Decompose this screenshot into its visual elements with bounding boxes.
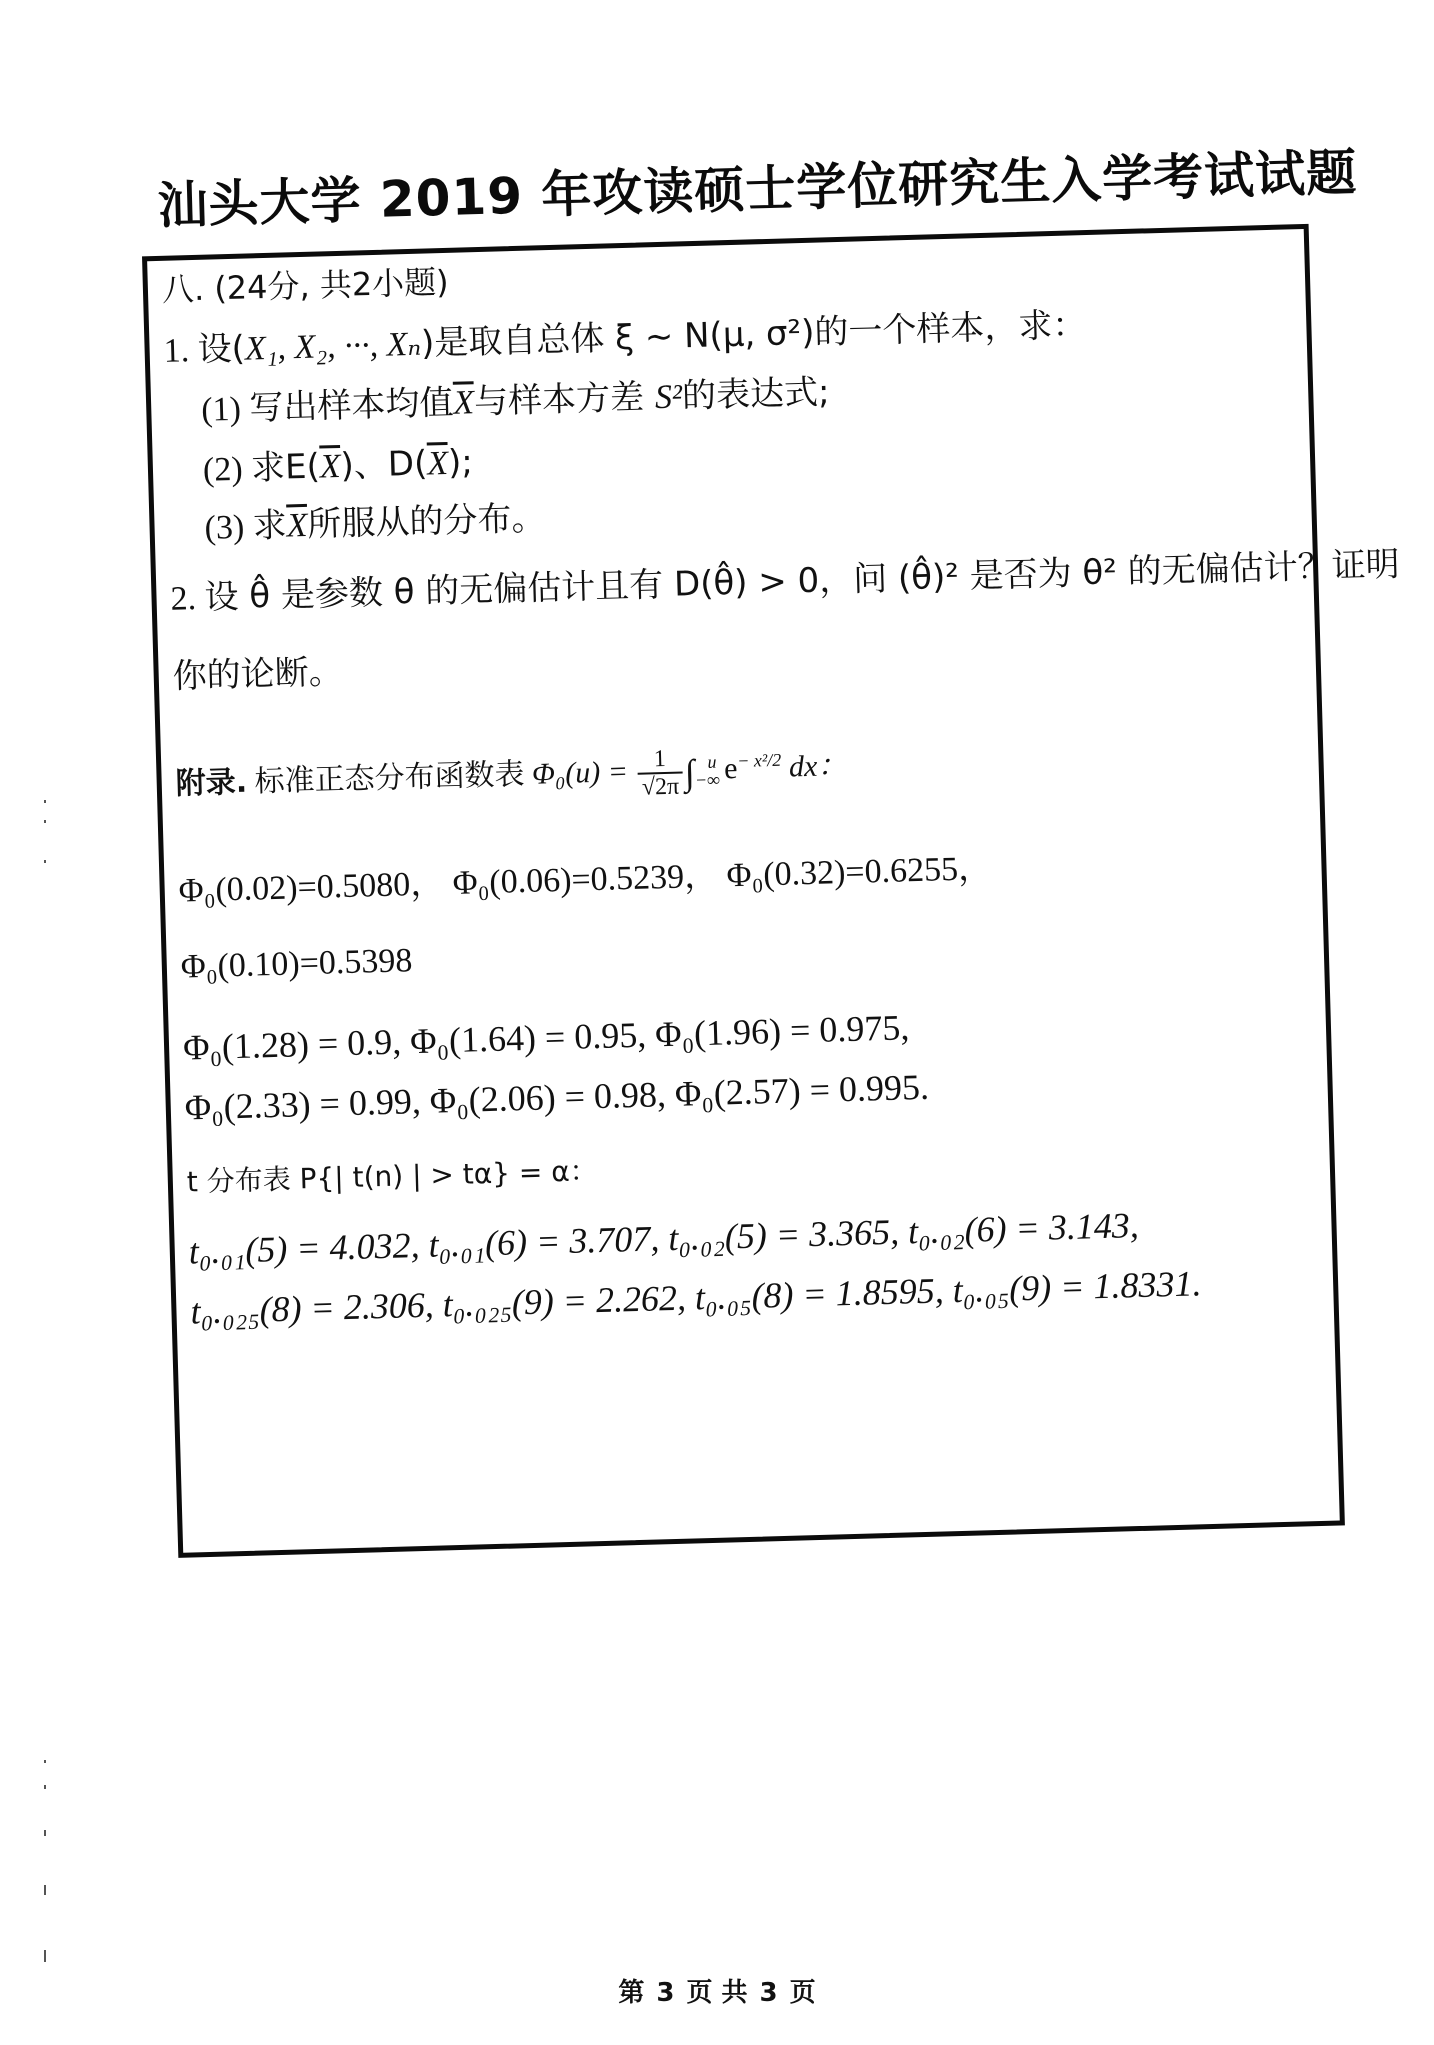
integrand: e <box>723 751 738 786</box>
exam-title: 汕头大学 2019 年攻读硕士学位研究生入学考试试题 <box>156 143 1358 235</box>
sample-mean-symbol: $\overline{X}$ <box>426 444 449 483</box>
sample-mean-symbol: $\overline{X}$ <box>319 447 342 486</box>
current-page-number: 3 <box>656 1978 675 2008</box>
sample-variance-symbol: S² <box>654 378 683 417</box>
sample-mean-symbol: $\overline{X}$ <box>286 506 309 545</box>
part-text: 所服从的分布。 <box>306 498 546 545</box>
part-text: 与样本方差 <box>473 377 656 423</box>
t-values-row-2: t₀.₀₂₅(8) = 2.306, t₀.₀₂₅(9) = 2.262, t₀.₀₅(8) = 1.8595, t₀.₀₅(9) = 1.8331. <box>189 1263 1202 1332</box>
appendix-label: 附录. <box>175 764 248 802</box>
question-1-part-3 <box>204 490 546 549</box>
normal-values-row-2: Φ₀(0.10)=0.5398 <box>180 942 413 986</box>
question-box <box>142 224 1401 1558</box>
footer-mid: 页 共 <box>686 1978 748 2008</box>
question-stem-suffix: )是取自总体 ξ ~ N(μ, σ²)的一个样本，求： <box>420 305 1087 364</box>
question-2-line-1 <box>170 536 1400 619</box>
sample-variables: X₁, X₂, ···, Xₙ <box>244 325 422 368</box>
integral-symbol: ∫ <box>684 752 696 793</box>
t-table-title-text: t 分布表 P{| t(n) | > tα} = α： <box>186 1154 599 1199</box>
page-footer <box>0 1972 1434 2009</box>
question-1-stem <box>163 297 1087 372</box>
fraction-denominator: √2π <box>641 773 680 801</box>
fraction-numerator: 1 <box>637 745 683 775</box>
question-1-part-1 <box>201 364 831 431</box>
part-text: 求E( <box>250 446 321 489</box>
sample-mean-symbol: $\overline{X}$ <box>452 384 475 422</box>
part-label: (1) <box>200 390 242 429</box>
question-stem-prefix: 设( <box>197 328 246 370</box>
differential: dx： <box>788 748 848 784</box>
formula-fraction <box>637 745 684 801</box>
t-values-row-1: t₀.₀₁(5) = 4.032, t₀.₀₁(6) = 3.707, t₀.₀₂(5) = 3.365, t₀.₀₂(6) = 3.143, <box>188 1204 1140 1272</box>
t-table-title <box>186 1149 598 1200</box>
question-1-part-2 <box>202 434 473 491</box>
question-number: 2. <box>170 580 197 618</box>
section-heading: 八. (24分, 共2小题) <box>161 262 450 309</box>
integral-upper-bound: u <box>707 751 717 772</box>
exponent: − x²/2 <box>736 749 782 771</box>
part-text: 写出样本均值 <box>248 382 454 429</box>
part-text: ); <box>447 442 474 483</box>
question-text: 设 θ̂ 是参数 θ 的无偏估计且有 D(θ̂) > 0，问 (θ̂)² 是否为 θ² 的无偏估计？证明 <box>204 544 1401 618</box>
part-label: (3) <box>204 508 245 547</box>
footer-prefix: 第 <box>618 1978 645 2008</box>
integral-lower-bound: −∞ <box>694 769 721 791</box>
total-page-number: 3 <box>759 1978 778 2008</box>
question-2-line-2: 你的论断。 <box>172 651 344 697</box>
normal-values-row-3: Φ₀(1.28) = 0.9, Φ₀(1.64) = 0.95, Φ₀(1.96) = 0.975, <box>182 1007 910 1068</box>
normal-values-row-4: Φ₀(2.33) = 0.99, Φ₀(2.06) = 0.98, Φ₀(2.57) = 0.995. <box>184 1066 930 1128</box>
footer-suffix: 页 <box>789 1978 816 2008</box>
question-number: 1. <box>163 332 190 370</box>
normal-table-title: 标准正态分布函数表 <box>254 756 526 800</box>
appendix-normal-header <box>175 740 848 814</box>
normal-values-row-1: Φ₀(0.02)=0.5080， Φ₀(0.06)=0.5239， Φ₀(0.32)=0.6255， <box>178 849 993 910</box>
scan-edge-marks <box>40 800 50 2000</box>
formula-lhs: Φ₀(u) = <box>531 755 629 791</box>
part-text: 的表达式; <box>681 372 831 417</box>
part-text: )、D( <box>340 443 428 486</box>
part-text: 求 <box>252 505 288 547</box>
part-label: (2) <box>202 450 244 489</box>
